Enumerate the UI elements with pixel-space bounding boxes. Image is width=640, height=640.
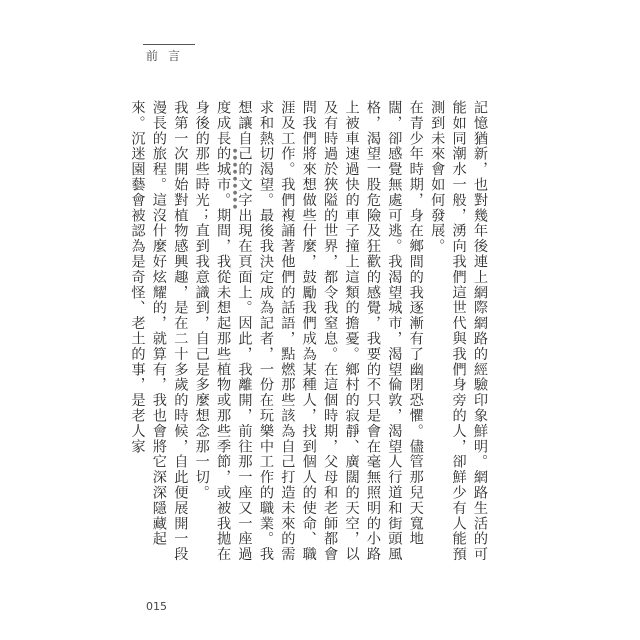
header-rule	[143, 44, 195, 45]
paragraph-1: 記憶猶新，也對幾年後連上網際網路的經驗印象鮮明。網路生活的可能如同潮水一般，湧向我們這世代與我們身旁的人，卻鮮少有人能預測到未來會如何發展。	[429, 100, 488, 562]
page-number: 015	[146, 600, 167, 613]
paragraph-2: 在青少年時期，身在鄉間的我逐漸有了幽閉恐懼。儘管那兒天寬地闊，卻感覺無處可逃。我渴望城市，渴望倫敦，渴望人行道和街頭風格，渴望一股危險及狂歡的感覺，我要的不只是會在毫無照明的小路上被車速過快的車子撞上這類的擔憂。鄉村的寂靜、廣闊的天空，以及有時過於狹隘的世界，都令我窒息。在這個時期，父母和老師都會問我們將來想做些什麼，鼓勵我們成為某種人，找到個人的使命、職涯及工作。我們複誦著他們的話語，點燃那些該為自己打造未來的需求和熱切渴望。最後我決定成為記者，一份在玩樂中工作的職業。我想讓自己的文字出現在頁面上。因此，我離開，前往那一座又一座過度成長的城市。期間，我從未想起那些植物或那些季節，或被我拋在身後的那些時光；直到我意識到，自己是多麼想念那一切。	[193, 100, 424, 562]
paragraph-3: 我第一次開始對植物感興趣，是在二十多歲的時候，自此便展開一段漫長的旅程。這沒什麼好炫耀的，就算有，我也會將它深深隱藏起來。沉迷園藝會被認為是奇怪、老土的事，是老人家	[129, 100, 189, 562]
body-text	[116, 100, 490, 570]
running-header: 前言	[146, 49, 191, 63]
section-ornament: ●●●●●●●●●	[232, 148, 238, 211]
